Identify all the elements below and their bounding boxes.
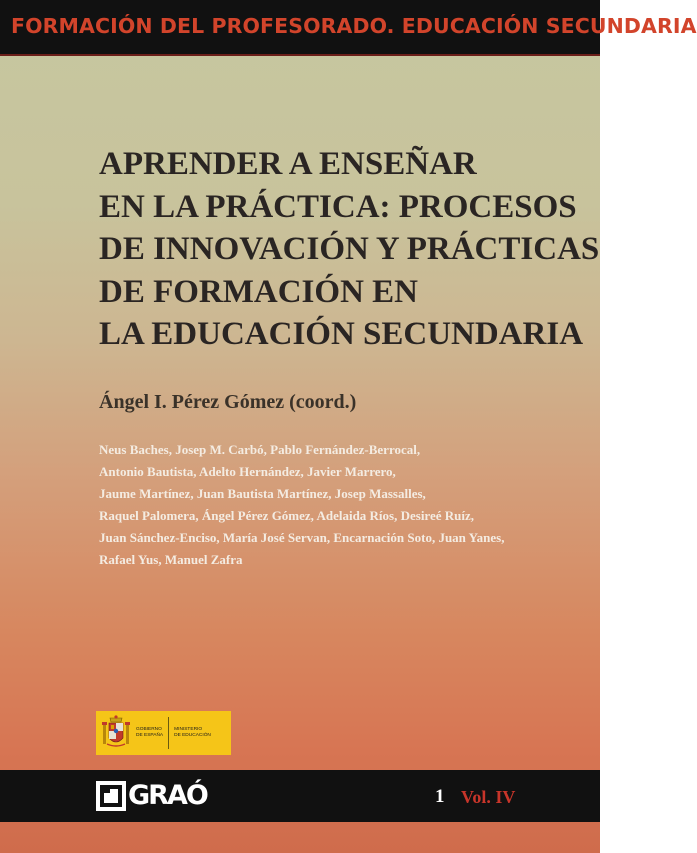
publisher-name: GRAÓ <box>128 780 207 811</box>
author-list <box>99 439 504 571</box>
ministry-label <box>174 727 211 739</box>
government-line: DE ESPAÑA <box>136 733 164 738</box>
title-line: DE INNOVACIÓN Y PRÁCTICAS <box>99 231 600 267</box>
volume-label: Vol. IV <box>461 787 516 807</box>
publisher-mark-icon <box>96 781 126 811</box>
series-title: FORMACIÓN DEL PROFESORADO. EDUCACIÓN SECUNDARIA <box>11 14 697 38</box>
author-line: Neus Baches, Josep M. Carbó, Pablo Fernández-Berrocal, <box>99 442 421 457</box>
series-bar <box>0 0 697 56</box>
title-line: LA EDUCACIÓN SECUNDARIA <box>99 316 584 352</box>
government-line: GOBIERNO <box>136 727 162 732</box>
publisher-logo <box>96 781 207 811</box>
title-line: APRENDER A ENSEÑAR <box>99 146 477 182</box>
ministry-line: DE EDUCACIÓN <box>174 733 211 738</box>
author-line: Rafael Yus, Manuel Zafra <box>99 552 243 567</box>
author-line: Jaume Martínez, Juan Bautista Martínez, Josep Massalles, <box>99 486 426 501</box>
title-line: DE FORMACIÓN EN <box>99 273 418 310</box>
book-title <box>99 143 599 356</box>
title-line: EN LA PRÁCTICA: PROCESOS <box>99 188 577 225</box>
government-label <box>136 727 163 739</box>
series-number: 1 <box>435 786 445 807</box>
coordinator: Ángel I. Pérez Gómez (coord.) <box>99 391 357 413</box>
author-line: Raquel Palomera, Ángel Pérez Gómez, Adelaida Ríos, Desireé Ruíz, <box>99 508 475 523</box>
publisher-bar <box>0 770 600 822</box>
logo-divider <box>168 717 169 749</box>
ministry-line: MINISTERIO <box>174 727 203 732</box>
author-line: Antonio Bautista, Adelto Hernández, Javier Marrero, <box>99 464 396 479</box>
author-line: Juan Sánchez-Enciso, María José Servan, Encarnación Soto, Juan Yanes, <box>99 530 505 545</box>
coat-of-arms-icon <box>96 711 136 755</box>
government-logo <box>96 711 231 755</box>
